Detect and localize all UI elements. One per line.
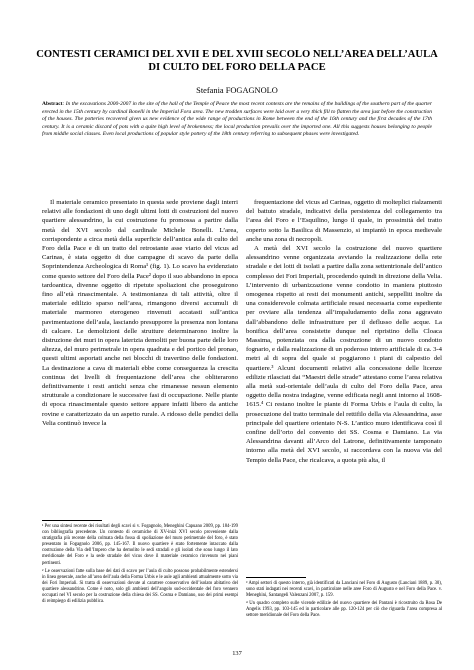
body-column-left xyxy=(42,198,238,428)
abstract-label: Abstract xyxy=(42,101,63,107)
author-name: Stefania FOGAGNOLO xyxy=(196,86,278,95)
footnote: ⁴ Un quadro completo sulle vicende edilizie del nuovo quartiere dei Pantani è ricostruito da Rosa De Angelis 1993, pp. 103-145 ed in particolare alle pp. 120-124 per ciò che riguarda l’area compresa al settore meridionale del Foro della Pace. xyxy=(246,601,442,619)
footnotes-right xyxy=(246,581,442,622)
body-column-right xyxy=(246,198,442,465)
abstract-text: : In the excavations 2000-2007 in the site of the hall of the Temple of Peace the most recent contexts are the remains of the buildings of the southern part of the quarter erected in the 15th century by cardinal Bonelli in the Imperial Fora area. The new trodden surfaces were laid over a very thick fill to flatten the area just before the construction of the houses. The potteries recovered given us new evidence of the wide range of productions in Rome between the end of the 16th century and the first decades of the 17th century. It is a ceramic discard of pots with a quite high level of brokenness; the local production prevails over the imported one. All this suggests houses belonging to people from middle social classes. Even local productions of popular style pottery of the 18th century referring to subsequent phases were investigated. xyxy=(42,101,432,137)
footnote-rule-right xyxy=(246,577,306,578)
footnote: ² Le osservazioni fatte sulla base dei dati di scavo per l’aula di culto possono probabilmente estendersi in linea generale, anche all’area dell’aula della Forma Urbis e le aule agli ambienti attualmente sotto via dei Fori Imperiali. Si tratta di osservazioni dovute al carattere conservativo dell’isolato abitativo del quartiere alessandrino. Come è noto, solo gli ambienti dell’angolo sud-occidentale del foro vennero occupati nel VI secolo per la costruzione della chiesa dei SS. Cosma e Damiano, uso dei primi esempi di reimpiego di edilizia pubblica. xyxy=(42,568,238,605)
footnote-rule-left xyxy=(42,520,102,521)
body-paragraph: frequentazione del vicus ad Carinas, oggetto di molteplici rialzamenti del battuto stradale, indicativi della persistenza del collegamento tra l’area del Foro e l’Esquilino, lungo il quale, in prossimità del tratto coperto sotto la Basilica di Massenzio, si impiantò in epoca medievale anche una zona di necropoli. xyxy=(246,199,442,243)
body-paragraph: A metà del XVI secolo la costruzione del nuovo quartiere alessandrino venne organizzata avviando la realizzazione della rete stradale e dei lotti di isolati a partire dalla zona settentrionale dell’antico complesso dei Fori Imperiali, procedendo quindi in direzione della Velia. L’intervento di urbanizzazione venne condotto in maniera piuttosto omogenea rispetto ai resti dei monumenti antichi, seppelliti inoltre da una considerevole colmata artificiale resasi necessaria come espediente per ovviare alla tendenza all’impaludamento della zona aggravato dall’abbandono delle infrastrutture per il deflusso delle acque. La bonifica dell’area consistette dunque nel ripristino della Cloaca Massima, potenziata ora dalla costruzione di un nuovo condotto fognario, e dalla realizzazione di un poderoso interro artificiale di ca. 3-4 metri al di sopra del quale si poggiarono i piani di calpestio del quartiere.³ Alcuni documenti relativi alla concessione delle licenze edilizie rilasciati dai “Maestri delle strade” attestano come l’area relativa alla metà sud-orientale dell’aula di culto del Foro della Pace, area oggetto della nostra indagine, venne edificata negli anni intorno al 1608-1615.⁴ Ci restano inoltre le piante di Forma Urbis e l’aula di culto, la prosecuzione del tratto terminale del rettifilo della via Alessandrina, asse principale del quartiere orientato N-S. L’antico muro identificava così il confine dell’orto del convento dei SS. Cosma e Damiano. La via Alessandrina davanti all’Arco del Latrone, definitivamente tamponato intorno alla metà del XVI secolo, si raccordava con la nuova via del Tempio della Pace, che ricalcava, a quota più alta, il xyxy=(246,245,442,464)
body-paragraph: Il materiale ceramico presentato in questa sede proviene dagli interri relativi alle fondazioni di uno degli ultimi lotti di costruzioni del nuovo quartiere alessandrino, la cui costruzione fu promossa a partire dalla metà del XVI secolo dal cardinale Michele Bonelli. L’area, corrispondente a circa metà della superficie dell’antica aula di culto del Foro della Pace e di un tratto del retrostante asse viario del vicus ad Carinas, è stata oggetto di due campagne di scavo da parte della Soprintendenza Archeologica di Roma¹ (fig. 1). Lo scavo ha evidenziato come questo settore del Foro della Pace² dopo il suo abbandono in epoca tardoantica, divenne oggetto di ripetute spoliazioni che proseguirono fino all’età rinascimentale. A testimonianza di tali attività, oltre il materiale edilizio sparso nell’area, rimangono diversi accumuli di materiale marmoreo eterogeneo rinvenuti accatasti sull’antica pavimentazione dell’aula, lasciando presupporre la presenza non lontana di calcare. Le demolizioni delle strutture determinarono inoltre la distruzione dei muri in opera laterizia demoliti per buona parte delle loro altezza, del muro perimetrale in opera quadrata e del portico del pronao, questi ultimi asportati anche nei blocchi di travertino delle fondazioni. La destinazione a cava di materiali ebbe come conseguenza la crescita continua dei livelli di frequentazione dell’area che obliterarono definitivamente i resti antichi senza che rimanesse nessun elemento strutturale a condizionare le successive fasi di occupazione. Nelle piante di epoca rinascimentale questo settore appare infatti libero da antiche rovine e caratterizzato da un aspetto rurale. A ridosso delle pendici della Velia continuò invece la xyxy=(42,199,238,427)
paper-title: CONTESTI CERAMICI DEL XVII E DEL XVIII SECOLO NELL’AREA DELL’AULA DI CULTO DEL FORO DELLA PACE xyxy=(36,49,438,73)
footnote: ¹ Per una sintesi recente dei risultati degli scavi si v. Fogagnolo, Meneghini Capuano 2009, pp. 184-199 con bibliografia precedente. Un contesto di ceramiche di XV-inizi XVI secolo proveniente dalla stratigrafia più recente della colmata della fossa di spoliazione del muro perimetrale del foro, è stato presentato in Fogagnolo 2006, pp. 145-167. Il nuovo quartiere è stato fortemente intaccato dalla costruzione della Via dell’Impero che ha demolito le sedi stradali e gli isolati che sono lungo il lato meridionale del Foro e la sede stradale del vicus dove il materiale ceramico rinvenuto nei piani pertinenti. xyxy=(42,524,238,566)
footnotes-left xyxy=(42,524,238,607)
footnote: ³ Ampi settori di questo interro, già identificati da Lanciani nel Foro di Augusto (Lanciani 1889, p. 30), sono stati indagati nei recenti scavi, in particolare nelle aree Foro di Augusto e nel Foro della Pace. v. Meneghini, Santangeli Valenzani 2007, p. 159. xyxy=(246,581,442,599)
abstract xyxy=(42,101,432,139)
page-number: 137 xyxy=(232,650,242,657)
